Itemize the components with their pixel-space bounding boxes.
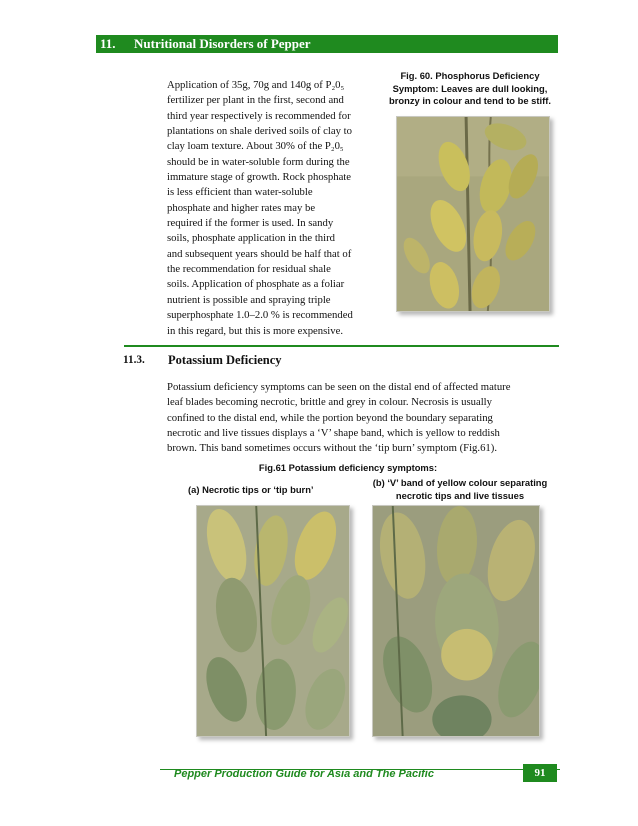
text-line: and subsequent years should be half that of xyxy=(167,247,352,260)
caption-line: bronzy in colour and tend to be stiff. xyxy=(389,95,551,106)
section-number: 11.3. xyxy=(123,354,145,366)
caption-line: Fig. 60. Phosphorus Deficiency xyxy=(400,70,540,81)
text-line: Application of 35g, 70g and 140g of P₂0₅ xyxy=(167,79,345,91)
text-line: should be in water-soluble form during the xyxy=(167,155,350,168)
caption-line: necrotic tips and live tissues xyxy=(395,489,525,501)
caption-line: Symptom: Leaves are dull looking, xyxy=(392,82,548,94)
text-line: third year respectively is recommended for xyxy=(167,109,351,122)
section-divider xyxy=(124,345,559,347)
fig61-caption: Fig.61 Potassium deficiency symptoms: xyxy=(258,462,438,473)
text-line: plantations on shale derived soils of clay to xyxy=(167,125,352,138)
fig61b-photo xyxy=(372,505,540,737)
text-line: nutrient is possible and spraying triple xyxy=(167,293,331,306)
text-line: the recommendation for residual shale xyxy=(167,263,331,276)
text-line: soils, phosphate application in the third xyxy=(167,232,336,245)
phosphorus-paragraph xyxy=(167,78,373,339)
fig61a-caption: (a) Necrotic tips or ‘tip burn’ xyxy=(188,484,314,495)
text-line: immature stage of growth. Rock phosphate xyxy=(167,171,352,184)
chapter-number: 11. xyxy=(100,36,116,51)
fig60-caption xyxy=(386,70,554,108)
text-line: necrotic and live tissues displays a ‘V’ shape band, which is yellow to reddish xyxy=(167,427,500,440)
page-number: 91 xyxy=(523,764,557,782)
fig61a-photo xyxy=(196,505,350,737)
text-line: confined to the distal end, while the portion beyond the boundary separating xyxy=(167,411,493,424)
text-line: required if the former is used. In sandy xyxy=(167,217,334,230)
text-line: clay loam texture. About 30% of the P₂0₅ xyxy=(167,140,344,153)
chapter-header xyxy=(96,35,558,53)
text-line: brown. This band sometimes occurs without the ‘tip burn’ symptom (Fig.61). xyxy=(167,442,497,455)
caption-line: (b) ‘V’ band of yellow colour separating xyxy=(372,477,548,488)
fig60-photo xyxy=(396,116,550,312)
footer-title: Pepper Production Guide for Asia and The Pacific xyxy=(174,768,434,780)
text-line: Potassium deficiency symptoms can be seen on the distal end of affected mature xyxy=(167,381,511,393)
potassium-paragraph xyxy=(167,380,557,457)
text-line: in this regard, but this is more expensive. xyxy=(167,324,344,337)
text-line: fertilizer per plant in the first, second and xyxy=(167,94,344,107)
text-line: leaf blades becoming necrotic, brittle and grey in colour. Necrosis is usually xyxy=(167,396,492,409)
text-line: is less efficient than water-soluble xyxy=(167,186,313,199)
text-line: superphosphate 1.0–2.0 % is recommended xyxy=(167,309,353,322)
fig61b-caption xyxy=(366,477,554,502)
text-line: phosphate and higher rates may be xyxy=(167,201,316,214)
chapter-title: Nutritional Disorders of Pepper xyxy=(134,36,311,51)
section-title: Potassium Deficiency xyxy=(168,353,282,367)
text-line: soils. Application of phosphate as a foliar xyxy=(167,278,345,291)
